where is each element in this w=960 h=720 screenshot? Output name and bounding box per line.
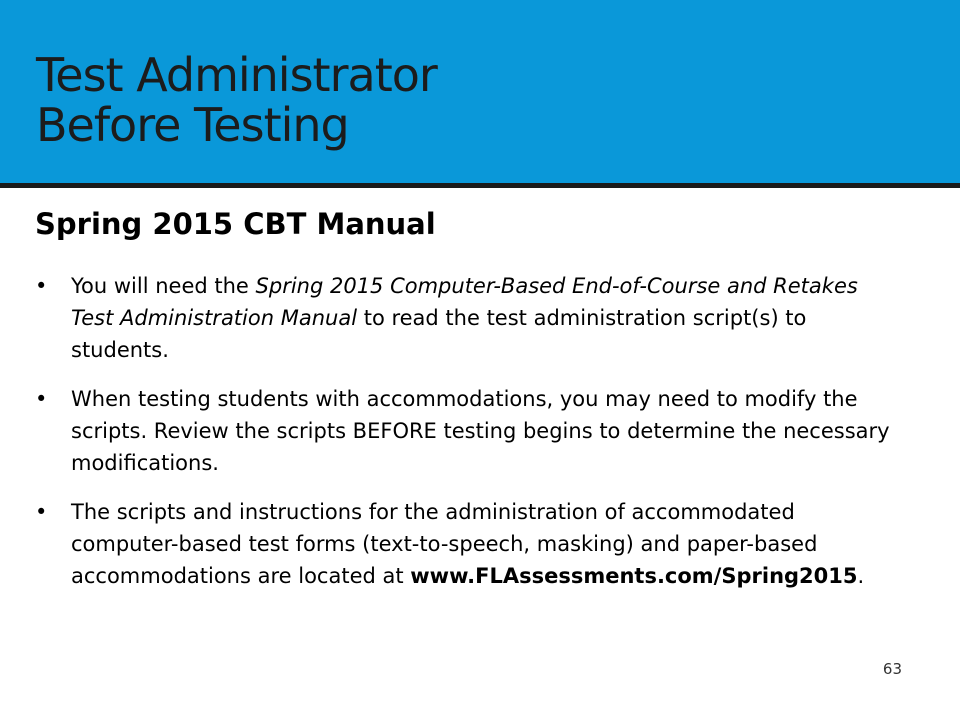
bullet-marker: • bbox=[35, 274, 48, 298]
bullet-item-scripts-location bbox=[35, 496, 905, 592]
bullet-text-post: . bbox=[857, 564, 865, 588]
page-number: 63 bbox=[882, 660, 902, 678]
manual-title: Spring 2015 Computer-Based End-of-Course and Retakes Test Administration Manual bbox=[71, 274, 858, 330]
bullet-text-pre: You will need the bbox=[71, 274, 256, 298]
bullet-item-manual bbox=[35, 270, 905, 366]
bullet-item-accommodations bbox=[35, 383, 905, 479]
bullet-list bbox=[35, 270, 905, 609]
title-banner bbox=[0, 0, 960, 188]
bullet-text-pre: The scripts and instructions for the administration of accommodated computer-based test forms (text-to-speech, masking) and paper-based accommodations are located at bbox=[71, 500, 818, 588]
slide-title-line-1: Test Administrator bbox=[36, 48, 437, 102]
slide-subheading: Spring 2015 CBT Manual bbox=[35, 207, 436, 241]
website-link[interactable]: www.FLAssessments.com/Spring2015 bbox=[410, 564, 858, 588]
bullet-text-post: to read the test administration script(s) to students. bbox=[71, 306, 807, 362]
bullet-marker: • bbox=[35, 500, 48, 524]
bullet-marker: • bbox=[35, 387, 48, 411]
bullet-text: When testing students with accommodations, you may need to modify the scripts. Review the scripts BEFORE testing begins to determine the necessary modifications. bbox=[71, 387, 890, 475]
slide-title bbox=[36, 50, 437, 150]
slide-title-line-2: Before Testing bbox=[36, 98, 349, 152]
